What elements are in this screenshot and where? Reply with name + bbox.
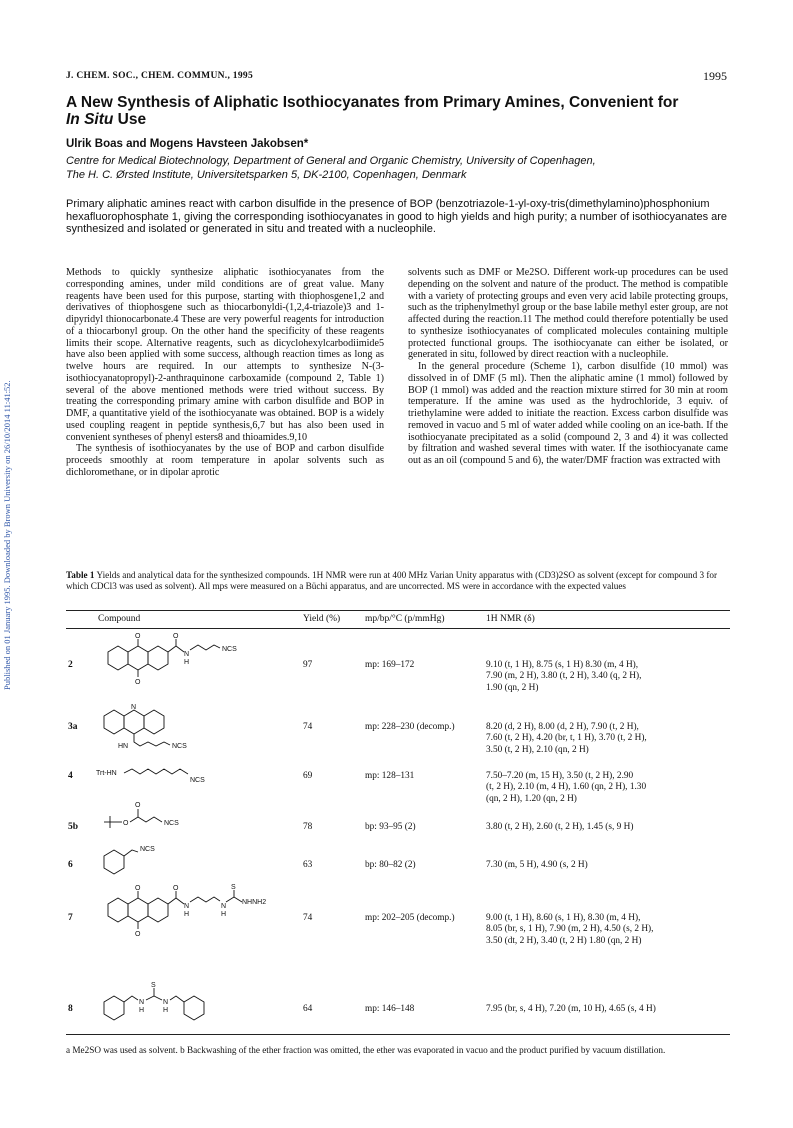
row-yield: 64 — [303, 1004, 313, 1014]
svg-text:NCS: NCS — [172, 743, 187, 750]
col-header-nmr: 1H NMR (δ) — [486, 614, 535, 624]
structure-compound-4 — [96, 764, 276, 788]
row-yield: 78 — [303, 822, 313, 832]
article-title: A New Synthesis of Aliphatic Isothiocyanates from Primary Amines, Convenient for In Situ Use — [66, 94, 679, 128]
svg-text:N: N — [184, 651, 190, 658]
svg-text:NCS: NCS — [190, 777, 205, 784]
svg-text:HN: HN — [118, 743, 129, 750]
svg-text:H: H — [221, 911, 227, 918]
col-header-mp: mp/bp/°C (p/mmHg) — [365, 614, 445, 624]
svg-text:NCS: NCS — [140, 846, 155, 853]
row-yield: 97 — [303, 660, 313, 670]
svg-text:S: S — [151, 982, 156, 989]
svg-text:O: O — [135, 633, 141, 640]
structure-compound-3 — [96, 702, 276, 752]
svg-text:S: S — [231, 884, 236, 891]
row-yield: 74 — [303, 722, 313, 732]
row-nmr: 3.80 (t, 2 H), 2.60 (t, 2 H), 1.45 (s, 9 H) — [486, 822, 634, 832]
table-footnote: a Me2SO was used as solvent. b Backwashing of the ether fraction was omitted, the ether was evaporated in vacuo and the product purified by vacuum distillation. — [66, 1045, 666, 1055]
row-nmr: 8.20 (d, 2 H), 8.00 (d, 2 H), 7.90 (t, 2 H), 7.60 (t, 2 H), 4.20 (br, t, 1 H), 3.70 (t, 2 H), 3.50 (t, 2 H), 2.10 (qn, 2 H) — [486, 722, 647, 755]
authors: Ulrik Boas and Mogens Havsteen Jakobsen* — [66, 138, 309, 150]
paragraph: In the general procedure (Scheme 1), carbon disulfide (10 mmol) was dissolved in of DMF (5 ml). Then the aliphatic amine (1 mmol) followed by BOP (1 mmol) was added and the reaction mixture stirred for 30 min at room temperature. If the amine was used as the hydrochloride, 3 equiv. of triethylamine were added to initiate the reaction. Excess carbon disulfide was removed in vacuo and 5 ml of water added while cooling on an ice-bath. If the isothiocyanate precipitated as a solid (compound 2, 3 and 4) it was collected by filtration and washed several times with water. If the isothiocyanate came out as an oil (compound 5 and 6), the water/DMF fraction was extracted with — [408, 361, 728, 466]
row-id: 4 — [68, 771, 73, 781]
svg-text:N: N — [139, 999, 145, 1006]
row-mp: bp: 80–82 (2) — [365, 860, 416, 870]
table-rule-top — [66, 610, 730, 611]
svg-text:NHNH2: NHNH2 — [242, 899, 267, 906]
abstract: Primary aliphatic amines react with carbon disulfide in the presence of BOP (benzotriazole-1-yl-oxy-tris(dimethylamino)phosphonium hexafluorophosphate 1, giving the corresponding isothiocyanates in good to high yields and high purity; a number of isothiocyanates are synthesized and isolated or generated in situ and treated with a nucleophile. — [66, 198, 728, 236]
svg-text:O: O — [173, 885, 179, 892]
paragraph: Methods to quickly synthesize aliphatic isothiocyanates from the corresponding amines, under mild conditions are of great value. Many reagents have been used for this purpose, starting with thiophosgene1,2 and derivatives of thiophosgene such as thiocarbonyldi-(1,2,4-triazole)3 and 1-dipyridyl thionocarbonate.4 These are very powerful reagents for introduction of a thiocarbonyl group. On the other hand the specificity of these reagents limits their scope. Alternative reagents, such as dicyclohexylcarbodiimide5 have also been applied with some success, although reaction times as long as twelve hours are required. In our attempts to synthesize N-(3-isothiocyanatopropyl)-2-anthraquinone carboxamide (compound 2, Table 1) several of the above mentioned methods were tried without success. By treating the corresponding primary amine with carbon disulfide and BOP in DMF, a quantitative yield of the isothiocyanate was obtained. BOP is a widely used coupling reagent in peptide synthesis,6,7 but has also been used in convenient syntheses of phenyl esters8 and thioamides.9,10 — [66, 267, 384, 443]
paragraph: solvents such as DMF or Me2SO. Different work-up procedures can be used depending on the solvent and nature of the product. The method is compatible with a variety of protecting groups and even very acid labile protecting groups, such as the triphenylmethyl group or the base labile methyl ester group, are not affected during the reaction.11 The method could therefore potentially be used to synthesize isothiocyanates of complicated molecules containing multiple protected functional groups. The isothiocyanate can either be isolated, or generated in situ, followed by direct reaction with a nucleophile. — [408, 267, 728, 361]
svg-text:H: H — [163, 1007, 169, 1014]
affiliation: Centre for Medical Biotechnology, Department of General and Organic Chemistry, University of Copenhagen, The H. C. Ørsted Institute, Universitetsparken 5, DK-2100, Copenhagen, Denmark — [66, 155, 596, 181]
row-mp: mp: 169–172 — [365, 660, 415, 670]
row-mp: bp: 93–95 (2) — [365, 822, 416, 832]
row-mp: mp: 228–230 (decomp.) — [365, 722, 455, 732]
row-yield: 74 — [303, 913, 313, 923]
svg-text:O: O — [135, 931, 141, 938]
svg-text:NCS: NCS — [222, 646, 237, 653]
svg-text:N: N — [184, 903, 190, 910]
row-yield: 69 — [303, 771, 313, 781]
download-watermark: Published on 01 January 1995. Downloaded by Brown University on 26/10/2014 11:41:52. — [2, 380, 12, 690]
svg-text:H: H — [184, 659, 190, 666]
page-number: 1995 — [703, 69, 727, 83]
row-id: 5b — [68, 822, 79, 832]
svg-text:N: N — [131, 704, 137, 711]
svg-text:O: O — [135, 802, 141, 809]
journal-header: J. CHEM. SOC., CHEM. COMMUN., 1995 — [66, 71, 253, 81]
body-column-left — [66, 267, 384, 479]
row-nmr: 9.00 (t, 1 H), 8.60 (s, 1 H), 8.30 (m, 4 H), 8.05 (br, s, 1 H), 7.90 (m, 2 H), 4.50 (s, 2 H), 3.50 (dt, 2 H), 3.40 (t, 2 H) 1.80 (qn, 2 H) — [486, 913, 654, 946]
paragraph: The synthesis of isothiocyanates by the use of BOP and carbon disulfide proceeds smoothly at room temperature in apolar solvents such as dichloromethane, or in dipolar aprotic — [66, 443, 384, 478]
row-yield: 63 — [303, 860, 313, 870]
row-mp: mp: 202–205 (decomp.) — [365, 913, 455, 923]
svg-text:NCS: NCS — [164, 820, 179, 827]
structure-compound-5 — [96, 798, 276, 832]
svg-text:O: O — [135, 679, 141, 686]
svg-text:H: H — [184, 911, 190, 918]
row-nmr: 7.95 (br, s, 4 H), 7.20 (m, 10 H), 4.65 (s, 4 H) — [486, 1004, 656, 1014]
structure-compound-2 — [96, 634, 276, 694]
row-nmr: 7.50–7.20 (m, 15 H), 3.50 (t, 2 H), 2.90 (t, 2 H), 2.10 (m, 4 H), 1.60 (qn, 2 H), 1.30 (qn, 2 H), 1.20 (qn, 2 H) — [486, 771, 647, 804]
table-rule-head — [66, 628, 730, 629]
table-caption: Table 1 Yields and analytical data for the synthesized compounds. 1H NMR were run at 400 MHz Varian Unity apparatus with (CD3)2SO as solvent (except for compound 3 for which CDCl3 was used as solvent). All mps were measured on a Büchi apparatus, and are uncorrected. MS were in accordance with the expected values — [66, 570, 718, 591]
col-header-compound: Compound — [98, 614, 141, 624]
row-id: 8 — [68, 1004, 73, 1014]
structure-compound-8 — [96, 980, 276, 1026]
svg-text:H: H — [139, 1007, 145, 1014]
col-header-yield: Yield (%) — [303, 614, 341, 624]
row-nmr: 7.30 (m, 5 H), 4.90 (s, 2 H) — [486, 860, 588, 870]
row-id: 3a — [68, 722, 78, 732]
structure-compound-6 — [96, 840, 276, 876]
row-id: 2 — [68, 660, 73, 670]
body-column-right — [408, 267, 728, 467]
row-mp: mp: 128–131 — [365, 771, 415, 781]
svg-text:O: O — [173, 633, 179, 640]
svg-text:N: N — [163, 999, 169, 1006]
svg-text:Trt-HN: Trt-HN — [96, 770, 117, 777]
row-nmr: 9.10 (t, 1 H), 8.75 (s, 1 H) 8.30 (m, 4 H), 7.90 (m, 2 H), 3.80 (t, 2 H), 3.40 (q, 2 H), 1.90 (qn, 2 H) — [486, 660, 642, 693]
svg-text:O: O — [123, 820, 129, 827]
table-rule-bottom — [66, 1034, 730, 1035]
svg-text:N: N — [221, 903, 227, 910]
row-id: 6 — [68, 860, 73, 870]
row-id: 7 — [68, 913, 73, 923]
svg-text:O: O — [135, 885, 141, 892]
structure-compound-7 — [96, 884, 296, 944]
row-mp: mp: 146–148 — [365, 1004, 415, 1014]
